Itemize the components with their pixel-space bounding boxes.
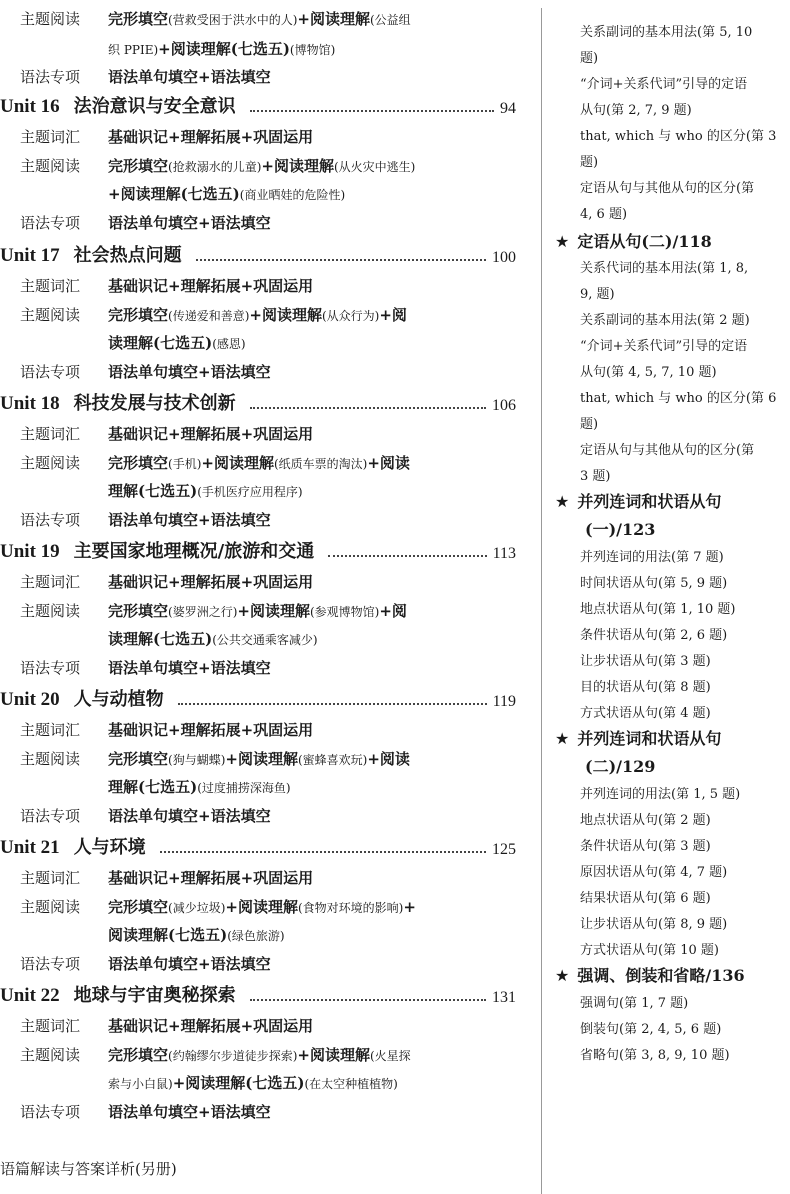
cloze-label: 完形填空 xyxy=(108,1046,169,1064)
reading-content xyxy=(108,600,518,621)
grammar-content: 语法单句填空+语法填空 xyxy=(108,659,271,677)
reading-topic: (纸质车票的淘汰) xyxy=(273,457,368,471)
unit-number: Unit 16 xyxy=(0,96,60,117)
vocab-label: 主题词汇 xyxy=(20,721,81,739)
reading-next-label: +阅读 xyxy=(367,750,410,768)
reading-comp-label: +阅读理解 xyxy=(237,602,310,620)
seven-five-topic: (过度捕捞深海鱼) xyxy=(197,781,291,795)
reading-next-label: +阅 xyxy=(379,602,407,620)
star-icon: ★ xyxy=(555,729,570,748)
toc-item[interactable]: 目的状语从句(第 8 题) xyxy=(580,680,711,695)
vocab-content: 基础识记+理解拓展+巩固运用 xyxy=(108,573,314,591)
cloze-label: 完形填空 xyxy=(108,898,169,916)
grammar-label: 语法专项 xyxy=(20,659,81,677)
vocab-content: 基础识记+理解拓展+巩固运用 xyxy=(108,128,314,146)
section-title: 并列连词和状语从句 xyxy=(577,729,722,748)
grammar-label: 语法专项 xyxy=(20,955,81,973)
reading-content xyxy=(108,155,518,176)
toc-item[interactable]: that, which 与 who 的区分(第 6 xyxy=(580,391,777,406)
reading-topic: (从火灾中逃生) xyxy=(333,160,416,174)
toc-item[interactable]: that, which 与 who 的区分(第 3 xyxy=(580,129,777,144)
unit-number: Unit 19 xyxy=(0,541,60,562)
reading-topic: (参观博物馆) xyxy=(309,605,380,619)
unit-heading[interactable] xyxy=(0,835,516,859)
reading-label: 主题阅读 xyxy=(20,750,81,768)
reading-content-cont xyxy=(108,480,518,501)
grammar-label: 语法专项 xyxy=(20,511,81,529)
toc-item[interactable]: 定语从句与其他从句的区分(第 xyxy=(580,443,755,458)
vocab-content: 基础识记+理解拓展+巩固运用 xyxy=(108,1017,314,1035)
toc-item[interactable]: “介词+关系代词”引导的定语 xyxy=(580,339,748,354)
toc-item[interactable]: 关系代词的基本用法(第 1, 8, xyxy=(580,261,749,276)
seven-five-label: +阅读理解(七选五) xyxy=(158,40,290,58)
reading-topic-cont: 索与小白鼠) xyxy=(108,1077,173,1091)
toc-item[interactable]: 条件状语从句(第 3 题) xyxy=(580,839,711,854)
unit-heading[interactable] xyxy=(0,539,516,563)
toc-item[interactable]: 从句(第 2, 7, 9 题) xyxy=(580,103,692,118)
page-number: 113 xyxy=(492,545,516,562)
cloze-label: 完形填空 xyxy=(108,750,169,768)
reading-next-label: + xyxy=(403,898,416,916)
toc-item[interactable]: 地点状语从句(第 2 题) xyxy=(580,813,711,828)
star-icon: ★ xyxy=(555,966,570,985)
footer-note: 语篇解读与答案详析(另册) xyxy=(0,1160,177,1178)
reading-content xyxy=(108,1044,518,1065)
toc-item[interactable]: 从句(第 4, 5, 7, 10 题) xyxy=(580,365,717,380)
toc-item[interactable]: “介词+关系代词”引导的定语 xyxy=(580,77,748,92)
reading-topic-cont: 织 PPIE) xyxy=(108,43,159,57)
reading-content-cont xyxy=(108,1072,518,1093)
grammar-content: 语法单句填空+语法填空 xyxy=(108,511,271,529)
reading-content-cont xyxy=(108,776,518,797)
dot-leader xyxy=(250,999,486,1001)
unit-number: Unit 22 xyxy=(0,985,60,1006)
section-title-cont: (二)/129 xyxy=(585,757,656,776)
toc-item[interactable]: 省略句(第 3, 8, 9, 10 题) xyxy=(580,1048,730,1063)
toc-item[interactable]: 定语从句与其他从句的区分(第 xyxy=(580,181,755,196)
section-title-cont: (一)/123 xyxy=(585,520,656,539)
grammar-content: 语法单句填空+语法填空 xyxy=(108,807,271,825)
seven-five-topic: (绿色旅游) xyxy=(227,929,285,943)
reading-comp-label: +阅读理解 xyxy=(201,454,274,472)
section-title: 定语从句(二)/118 xyxy=(577,232,712,251)
vocab-label: 主题词汇 xyxy=(20,425,81,443)
page-number: 94 xyxy=(500,100,516,117)
grammar-label: 语法专项 xyxy=(20,1103,81,1121)
reading-comp-label: +阅读理解 xyxy=(297,1046,370,1064)
reading-label: 主题阅读 xyxy=(20,898,81,916)
vocab-label: 主题词汇 xyxy=(20,1017,81,1035)
cloze-label: 完形填空 xyxy=(108,10,169,28)
unit-number: Unit 21 xyxy=(0,837,60,858)
dot-leader xyxy=(178,703,487,705)
dot-leader xyxy=(160,851,486,853)
page-number: 119 xyxy=(492,693,516,710)
section-heading[interactable] xyxy=(555,726,790,749)
reading-next-label: +阅读 xyxy=(367,454,410,472)
vocab-content: 基础识记+理解拓展+巩固运用 xyxy=(108,425,314,443)
reading-content-cont xyxy=(108,38,518,59)
grammar-label: 语法专项 xyxy=(20,214,81,232)
reading-label: 主题阅读 xyxy=(20,602,81,620)
dot-leader xyxy=(250,110,494,112)
grammar-label: 语法专项 xyxy=(20,363,81,381)
toc-item[interactable]: 原因状语从句(第 4, 7 题) xyxy=(580,865,728,880)
seven-five-label: +阅读理解(七选五) xyxy=(172,1074,305,1092)
toc-item[interactable]: 3 题) xyxy=(580,469,611,484)
page-number: 131 xyxy=(492,989,516,1006)
seven-five-label: 读理解(七选五) xyxy=(108,334,213,352)
toc-item[interactable]: 条件状语从句(第 2, 6 题) xyxy=(580,628,728,643)
vocab-label: 主题词汇 xyxy=(20,277,81,295)
grammar-content: 语法单句填空+语法填空 xyxy=(108,1103,271,1121)
seven-five-label: +阅读理解(七选五) xyxy=(108,185,240,203)
seven-five-topic: (在太空种植植物) xyxy=(304,1077,398,1091)
dot-leader xyxy=(328,555,486,557)
dot-leader xyxy=(196,259,486,261)
toc-item[interactable]: 并列连词的用法(第 7 题) xyxy=(580,550,724,565)
toc-item[interactable]: 结果状语从句(第 6 题) xyxy=(580,891,711,906)
reading-comp-label: +阅读理解 xyxy=(297,10,370,28)
cloze-topic: (减少垃圾) xyxy=(168,901,226,915)
reading-topic: (火星探 xyxy=(369,1049,411,1063)
cloze-topic: (狗与蝴蝶) xyxy=(168,753,226,767)
toc-item[interactable]: 方式状语从句(第 10 题) xyxy=(580,943,719,958)
toc-item[interactable]: 9, 题) xyxy=(580,287,615,302)
grammar-content: 语法单句填空+语法填空 xyxy=(108,955,271,973)
seven-five-label: 理解(七选五) xyxy=(108,778,198,796)
cloze-topic: (抢救溺水的儿童) xyxy=(168,160,262,174)
reading-comp-label: +阅读理解 xyxy=(225,750,298,768)
reading-content xyxy=(108,452,518,473)
unit-heading[interactable] xyxy=(0,243,516,267)
unit-number: Unit 20 xyxy=(0,689,60,710)
reading-content xyxy=(108,896,518,917)
cloze-topic: (约翰缪尔步道徒步探索) xyxy=(168,1049,298,1063)
star-icon: ★ xyxy=(555,232,570,251)
unit-title: 地球与宇宙奥秘探索 xyxy=(73,985,236,1006)
cloze-topic: (婆罗洲之行) xyxy=(168,605,238,619)
unit-heading[interactable] xyxy=(0,687,516,711)
seven-five-topic: (商业晒娃的危险性) xyxy=(239,188,346,202)
seven-five-topic: (手机医疗应用程序) xyxy=(197,485,303,499)
reading-label: 主题阅读 xyxy=(20,157,81,175)
section-title: 强调、倒装和省略/136 xyxy=(577,966,745,985)
reading-topic: (食物对环境的影响) xyxy=(297,901,404,915)
grammar-content: 语法单句填空+语法填空 xyxy=(108,363,271,381)
unit-heading[interactable] xyxy=(0,983,516,1007)
toc-item[interactable]: 让步状语从句(第 8, 9 题) xyxy=(580,917,728,932)
unit-title: 法治意识与安全意识 xyxy=(73,96,236,117)
vocab-content: 基础识记+理解拓展+巩固运用 xyxy=(108,869,314,887)
unit-title: 社会热点问题 xyxy=(73,245,182,266)
vocab-label: 主题词汇 xyxy=(20,869,81,887)
section-heading[interactable] xyxy=(555,229,790,252)
reading-next-label: +阅 xyxy=(379,306,407,324)
toc-item[interactable]: 并列连词的用法(第 1, 5 题) xyxy=(580,787,741,802)
cloze-topic: (传递爱和善意) xyxy=(168,309,250,323)
reading-label: 主题阅读 xyxy=(20,1046,81,1064)
grammar-content: 语法单句填空+语法填空 xyxy=(108,68,271,86)
reading-comp-label: +阅读理解 xyxy=(261,157,334,175)
toc-item[interactable]: 题) xyxy=(580,155,599,170)
reading-content xyxy=(108,304,518,325)
toc-item[interactable]: 强调句(第 1, 7 题) xyxy=(580,996,689,1011)
toc-item[interactable]: 时间状语从句(第 5, 9 题) xyxy=(580,576,728,591)
reading-comp-label: +阅读理解 xyxy=(249,306,322,324)
reading-label: 主题阅读 xyxy=(20,306,81,324)
seven-five-label: 读理解(七选五) xyxy=(108,630,213,648)
unit-heading[interactable] xyxy=(0,94,516,118)
toc-item[interactable]: 题) xyxy=(580,51,599,66)
toc-item[interactable]: 方式状语从句(第 4 题) xyxy=(580,706,711,721)
vocab-label: 主题词汇 xyxy=(20,573,81,591)
reading-topic: (从众行为) xyxy=(321,309,380,323)
reading-content-cont xyxy=(108,924,518,945)
toc-item[interactable]: 让步状语从句(第 3 题) xyxy=(580,654,711,669)
unit-title: 人与动植物 xyxy=(73,689,164,710)
grammar-label: 语法专项 xyxy=(20,807,81,825)
toc-item[interactable]: 倒装句(第 2, 4, 5, 6 题) xyxy=(580,1022,722,1037)
section-heading[interactable] xyxy=(555,963,790,986)
grammar-content: 语法单句填空+语法填空 xyxy=(108,214,271,232)
column-divider xyxy=(541,8,542,1194)
cloze-label: 完形填空 xyxy=(108,602,169,620)
cloze-label: 完形填空 xyxy=(108,306,169,324)
dot-leader xyxy=(250,407,486,409)
toc-item[interactable]: 地点状语从句(第 1, 10 题) xyxy=(580,602,736,617)
section-heading[interactable] xyxy=(555,489,790,512)
unit-title: 主要国家地理概况/旅游和交通 xyxy=(73,541,315,562)
seven-five-topic: (感恩) xyxy=(212,337,246,351)
seven-five-topic: (博物馆) xyxy=(289,43,336,57)
toc-item[interactable]: 题) xyxy=(580,417,599,432)
page-number: 125 xyxy=(492,841,516,858)
seven-five-label: 理解(七选五) xyxy=(108,482,198,500)
section-title: 并列连词和状语从句 xyxy=(577,492,722,511)
reading-content xyxy=(108,748,518,769)
toc-item[interactable]: 关系副词的基本用法(第 2 题) xyxy=(580,313,750,328)
reading-content-cont xyxy=(108,332,518,353)
reading-topic: (蜜蜂喜欢玩) xyxy=(297,753,368,767)
cloze-topic: (营救受困于洪水中的人) xyxy=(168,13,298,27)
vocab-content: 基础识记+理解拓展+巩固运用 xyxy=(108,277,314,295)
reading-comp-label: +阅读理解 xyxy=(225,898,298,916)
page-number: 106 xyxy=(492,397,516,414)
cloze-topic: (手机) xyxy=(168,457,202,471)
unit-number: Unit 18 xyxy=(0,393,60,414)
vocab-content: 基础识记+理解拓展+巩固运用 xyxy=(108,721,314,739)
unit-title: 人与环境 xyxy=(73,837,146,858)
toc-item[interactable]: 关系副词的基本用法(第 5, 10 xyxy=(580,25,753,40)
unit-title: 科技发展与技术创新 xyxy=(73,393,236,414)
unit-heading[interactable] xyxy=(0,391,516,415)
reading-label: 主题阅读 xyxy=(20,10,81,28)
toc-item[interactable]: 4, 6 题) xyxy=(580,207,628,222)
reading-topic: (公益组 xyxy=(369,13,411,27)
reading-content-cont xyxy=(108,628,518,649)
cloze-label: 完形填空 xyxy=(108,454,169,472)
seven-five-label: 阅读理解(七选五) xyxy=(108,926,228,944)
grammar-label: 语法专项 xyxy=(20,68,81,86)
star-icon: ★ xyxy=(555,492,570,511)
seven-five-topic: (公共交通乘客减少) xyxy=(212,633,318,647)
page-number: 100 xyxy=(492,249,516,266)
reading-content xyxy=(108,8,518,29)
cloze-label: 完形填空 xyxy=(108,157,169,175)
unit-number: Unit 17 xyxy=(0,245,60,266)
reading-label: 主题阅读 xyxy=(20,454,81,472)
reading-content-cont xyxy=(108,183,518,204)
vocab-label: 主题词汇 xyxy=(20,128,81,146)
